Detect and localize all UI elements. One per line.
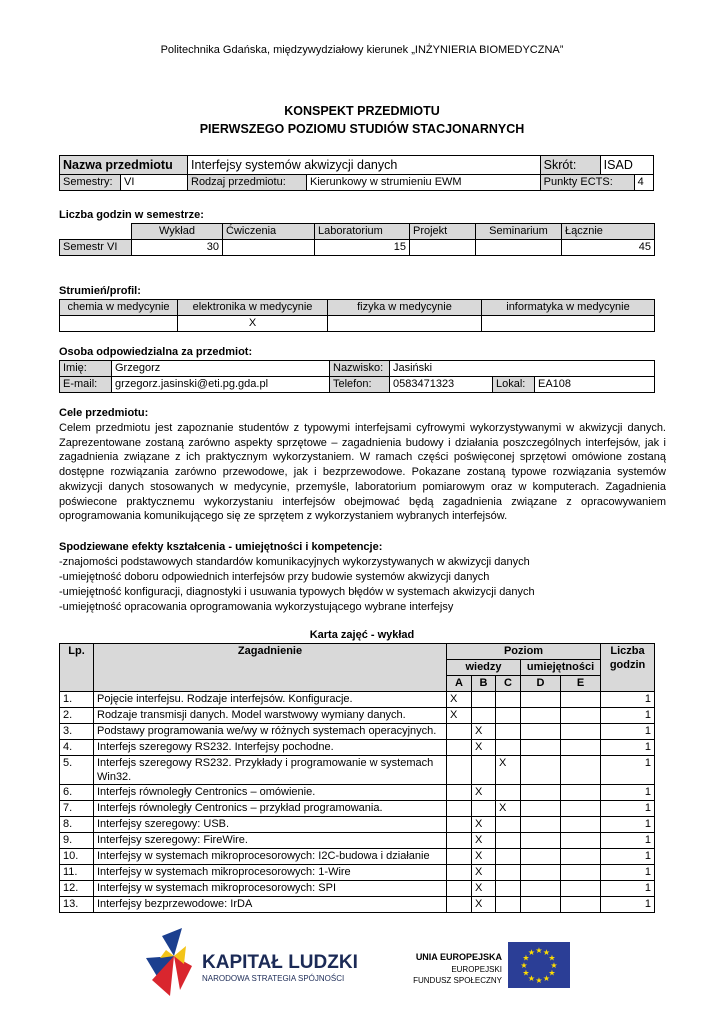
first-name-label: Imię:: [60, 361, 112, 377]
hours-col: Wykład: [132, 224, 223, 240]
semester-value: VI: [121, 175, 188, 191]
hours-col: Ćwiczenia: [223, 224, 315, 240]
karta-row-hours: 1: [601, 865, 655, 881]
eu-star-icon: ★: [542, 973, 551, 983]
karta-row-mark: [561, 785, 601, 801]
karta-level-col: A: [447, 676, 472, 692]
karta-row-lp: 2.: [60, 708, 94, 724]
karta-row: [60, 817, 655, 833]
person-heading: Osoba odpowiedzialna za przedmiot:: [59, 346, 253, 358]
karta-row-mark: [521, 692, 561, 708]
karta-row-mark: [561, 881, 601, 897]
person-table: [59, 360, 655, 393]
karta-row-mark: [496, 881, 521, 897]
profile-col: chemia w medycynie: [60, 300, 178, 316]
karta-level-col: B: [472, 676, 496, 692]
profile-table: [59, 299, 655, 332]
phone-value: 0583471323: [390, 377, 493, 393]
hours-value: 45: [562, 240, 655, 256]
karta-row-mark: [447, 849, 472, 865]
effects-list: [59, 555, 669, 615]
hours-value: 30: [132, 240, 223, 256]
hours-col: Projekt: [410, 224, 476, 240]
karta-row-hours: 1: [601, 817, 655, 833]
karta-row: [60, 849, 655, 865]
karta-sub-skills: umiejętności: [521, 660, 601, 676]
hours-col: Seminarium: [476, 224, 562, 240]
profile-mark: [482, 316, 655, 332]
karta-row-mark: [447, 724, 472, 740]
karta-row: [60, 881, 655, 897]
first-name: Grzegorz: [112, 361, 330, 377]
karta-row-topic: Interfejsy bezprzewodowe: IrDA: [94, 897, 447, 913]
hours-col: Łącznie: [562, 224, 655, 240]
effect-item: -umiejętność konfiguracji, diagnostyki i usuwania typowych błędów w systemach akwizycji danych: [59, 586, 535, 598]
eu-logo: [412, 940, 592, 1000]
doc-title: KONSPEKT PRZEDMIOTU: [284, 104, 440, 118]
karta-row: [60, 708, 655, 724]
karta-row-mark: [447, 817, 472, 833]
karta-row-mark: [561, 756, 601, 785]
hours-heading: Liczba godzin w semestrze:: [59, 209, 204, 221]
hours-value: [476, 240, 562, 256]
ue-title: UNIA EUROPEJSKA: [415, 952, 502, 962]
karta-row-mark: [496, 865, 521, 881]
karta-row-topic: Podstawy programowania we/wy w różnych systemach operacyjnych.: [94, 724, 447, 740]
karta-row-mark: X: [472, 817, 496, 833]
karta-col-hours: Liczba godzin: [601, 644, 655, 692]
karta-row-mark: X: [472, 724, 496, 740]
karta-row-mark: [496, 817, 521, 833]
last-name: Jasiński: [390, 361, 655, 377]
karta-row-mark: [561, 692, 601, 708]
eu-star-icon: ★: [527, 973, 536, 983]
karta-row-mark: [561, 865, 601, 881]
karta-row-mark: X: [472, 833, 496, 849]
effect-item: -umiejętność doboru odpowiednich interfejsów przy budowie systemów akwizycji danych: [59, 571, 490, 583]
page-header: Politechnika Gdańska, międzywydziałowy kierunek „INŻYNIERIA BIOMEDYCZNA”: [160, 44, 564, 56]
karta-row: [60, 785, 655, 801]
karta-row-lp: 7.: [60, 801, 94, 817]
karta-row-mark: [496, 740, 521, 756]
eu-star-icon: ★: [535, 976, 543, 985]
karta-row-hours: 1: [601, 724, 655, 740]
eu-star-icon: ★: [548, 968, 556, 978]
eu-star-icon: ★: [535, 946, 543, 955]
karta-row-mark: [472, 801, 496, 817]
karta-row-hours: 1: [601, 785, 655, 801]
karta-heading: Karta zajęć - wykład: [309, 629, 415, 641]
karta-row-mark: X: [472, 897, 496, 913]
karta-row-topic: Interfejsy szeregowy: FireWire.: [94, 833, 447, 849]
karta-row-mark: [447, 881, 472, 897]
karta-row-mark: [496, 724, 521, 740]
eu-star-icon: ★: [527, 948, 536, 958]
karta-row-mark: [472, 692, 496, 708]
karta-row-mark: [496, 833, 521, 849]
email-value: grzegorz.jasinski@eti.pg.gda.pl: [112, 377, 330, 393]
karta-row-mark: [447, 833, 472, 849]
effect-item: -znajomości podstawowych standardów komunikacyjnych wykorzystywanych w akwizycji danych: [59, 556, 530, 568]
karta-row-topic: Interfejsy w systemach mikroprocesorowych: I2C-budowa i działanie: [94, 849, 447, 865]
course-short: ISAD: [600, 156, 653, 175]
karta-col-topic: Zagadnienie: [94, 644, 447, 692]
karta-row-hours: 1: [601, 740, 655, 756]
karta-row-mark: [561, 897, 601, 913]
karta-row-topic: Rodzaje transmisji danych. Model warstwowy wymiany danych.: [94, 708, 447, 724]
profile-col: elektronika w medycynie: [178, 300, 328, 316]
karta-row-hours: 1: [601, 849, 655, 865]
karta-row-hours: 1: [601, 833, 655, 849]
profile-mark: [328, 316, 482, 332]
karta-row-mark: [561, 801, 601, 817]
karta-row-lp: 8.: [60, 817, 94, 833]
profile-col: fizyka w medycynie: [328, 300, 482, 316]
type-value: Kierunkowy w strumieniu EWM: [307, 175, 541, 191]
karta-row-lp: 4.: [60, 740, 94, 756]
doc-subtitle: PIERWSZEGO POZIOMU STUDIÓW STACJONARNYCH: [199, 122, 525, 136]
karta-row-mark: [496, 708, 521, 724]
karta-row-mark: [521, 897, 561, 913]
karta-row-mark: [561, 849, 601, 865]
karta-row-mark: [521, 849, 561, 865]
karta-row-mark: X: [447, 708, 472, 724]
hours-col: Laboratorium: [315, 224, 410, 240]
effects-heading: Spodziewane efekty kształcenia - umiejętności i kompetencje:: [59, 541, 383, 553]
karta-row-mark: [561, 740, 601, 756]
ects-value: 4: [634, 175, 653, 191]
hours-value: [410, 240, 476, 256]
karta-row-hours: 1: [601, 881, 655, 897]
karta-row-mark: [521, 801, 561, 817]
karta-row-mark: [561, 724, 601, 740]
eu-star-icon: ★: [522, 953, 530, 963]
karta-row-topic: Interfejs szeregowy RS232. Przykłady i programowanie w systemach Win32.: [94, 756, 447, 785]
karta-row-mark: [521, 785, 561, 801]
type-label: Rodzaj przedmiotu:: [188, 175, 307, 191]
karta-row-mark: X: [472, 740, 496, 756]
karta-row: [60, 865, 655, 881]
karta-row-mark: [521, 817, 561, 833]
kl-subtitle: NARODOWA STRATEGIA SPÓJNOŚCI: [202, 974, 345, 983]
hours-corner: [60, 224, 132, 240]
karta-row-lp: 3.: [60, 724, 94, 740]
course-table: [59, 155, 654, 191]
karta-row-mark: [447, 865, 472, 881]
karta-row-mark: [472, 708, 496, 724]
ue-sub2: FUNDUSZ SPOŁECZNY: [413, 976, 502, 985]
profile-heading: Strumień/profil:: [59, 285, 141, 297]
karta-row-mark: X: [472, 849, 496, 865]
karta-row-lp: 6.: [60, 785, 94, 801]
hours-value: [223, 240, 315, 256]
karta-row-mark: [521, 881, 561, 897]
karta-row: [60, 897, 655, 913]
karta-row-hours: 1: [601, 897, 655, 913]
karta-row-mark: [496, 897, 521, 913]
karta-level-col: C: [496, 676, 521, 692]
room-value: EA108: [535, 377, 655, 393]
course-name: Interfejsy systemów akwizycji danych: [188, 156, 541, 175]
ue-sub1: EUROPEJSKI: [451, 965, 502, 974]
karta-row-mark: [447, 756, 472, 785]
karta-row-mark: [447, 740, 472, 756]
karta-row-topic: Interfejsy w systemach mikroprocesorowych: 1-Wire: [94, 865, 447, 881]
last-name-label: Nazwisko:: [330, 361, 390, 377]
karta-col-level: Poziom: [447, 644, 601, 660]
karta-row-mark: [561, 833, 601, 849]
karta-row: [60, 724, 655, 740]
eu-star-icon: ★: [522, 968, 530, 978]
karta-row-mark: [447, 897, 472, 913]
karta-row-mark: [447, 801, 472, 817]
karta-row: [60, 833, 655, 849]
kapital-ludzki-emblem: [146, 928, 192, 996]
karta-row-lp: 11.: [60, 865, 94, 881]
karta-row-lp: 13.: [60, 897, 94, 913]
karta-row-hours: 1: [601, 801, 655, 817]
karta-row-mark: [561, 708, 601, 724]
karta-row-lp: 9.: [60, 833, 94, 849]
karta-row-mark: [521, 833, 561, 849]
karta-row-mark: X: [447, 692, 472, 708]
karta-row: [60, 756, 655, 785]
eu-star-icon: ★: [550, 961, 558, 970]
karta-row: [60, 692, 655, 708]
email-label: E-mail:: [60, 377, 112, 393]
karta-row-hours: 1: [601, 708, 655, 724]
karta-row-lp: 1.: [60, 692, 94, 708]
karta-row-mark: [521, 756, 561, 785]
karta-row-lp: 5.: [60, 756, 94, 785]
karta-level-col: E: [561, 676, 601, 692]
profile-mark: [60, 316, 178, 332]
effect-item: -umiejętność opracowania oprogramowania wykorzystującego wybrane interfejsy: [59, 601, 454, 613]
karta-row-mark: X: [496, 801, 521, 817]
karta-table: [59, 643, 655, 913]
karta-row-topic: Interfejs szeregowy RS232. Interfejsy pochodne.: [94, 740, 447, 756]
course-name-label: Nazwa przedmiotu: [60, 156, 188, 175]
karta-row-mark: X: [496, 756, 521, 785]
karta-level-col: D: [521, 676, 561, 692]
hours-value: 15: [315, 240, 410, 256]
karta-row-topic: Interfejsy w systemach mikroprocesorowych: SPI: [94, 881, 447, 897]
semester-label: Semestry:: [60, 175, 121, 191]
profile-col: informatyka w medycynie: [482, 300, 655, 316]
karta-row-mark: [447, 785, 472, 801]
ects-label: Punkty ECTS:: [540, 175, 634, 191]
phone-label: Telefon:: [330, 377, 390, 393]
eu-star-icon: ★: [548, 953, 556, 963]
room-label: Lokal:: [493, 377, 535, 393]
karta-row-lp: 12.: [60, 881, 94, 897]
eu-star-icon: ★: [520, 961, 528, 970]
karta-row-topic: Interfejsy szeregowy: USB.: [94, 817, 447, 833]
goals-text: Celem przedmiotu jest zapoznanie studentów z typowymi interfejsami cyfrowymi wykorzystywanymi w akwizycji danych. Zaprezentowane zostaną zarówno aspekty sprzętowe – zagadnienia budowy i działania poszczególnych interfejsów, jak i zagadnienia związane z ich praktycznym wykorzystaniem. W ramach części poświęconej sprzętowi omówione zostaną dostępne rozwiązania zarówno przewodowe, jak i bezprzewodowe. Pokazane zostaną typowe rozwiązania systemów akwizycji danych stosowanych w medycynie, przemyśle, laboratorium pomiarowym oraz w komputerach. Zagadnienia poświecone praktycznemu wykorzystaniu interfejsów obejmować będą zagadnienia związane z opracowywaniem oprogramowania komunikującego się ze sprzętem z wykorzystaniem wybranych interfejsów.: [59, 422, 666, 523]
karta-sub-knowledge: wiedzy: [447, 660, 521, 676]
hours-row-label: Semestr VI: [60, 240, 132, 256]
karta-row-topic: Pojęcie interfejsu. Rodzaje interfejsów. Konfiguracje.: [94, 692, 447, 708]
karta-row-mark: [521, 724, 561, 740]
karta-col-lp: Lp.: [60, 644, 94, 692]
karta-row-lp: 10.: [60, 849, 94, 865]
course-short-label: Skrót:: [540, 156, 600, 175]
karta-row-mark: [521, 865, 561, 881]
profile-mark: X: [178, 316, 328, 332]
karta-row-mark: [561, 817, 601, 833]
karta-row-topic: Interfejs równoległy Centronics – omówienie.: [94, 785, 447, 801]
karta-row-hours: 1: [601, 756, 655, 785]
karta-row: [60, 740, 655, 756]
karta-row-hours: 1: [601, 692, 655, 708]
eu-star-icon: ★: [542, 948, 551, 958]
karta-row-mark: [496, 785, 521, 801]
hours-table: [59, 223, 655, 256]
karta-row-topic: Interfejs równoległy Centronics – przykład programowania.: [94, 801, 447, 817]
karta-row-mark: [496, 849, 521, 865]
karta-row-mark: X: [472, 881, 496, 897]
karta-row-mark: [521, 708, 561, 724]
karta-row-mark: X: [472, 865, 496, 881]
kl-title: KAPITAŁ LUDZKI: [202, 952, 358, 973]
karta-row-mark: [472, 756, 496, 785]
kapital-ludzki-logo: [140, 928, 380, 998]
karta-row-mark: [521, 740, 561, 756]
karta-row: [60, 801, 655, 817]
goals-heading: Cele przedmiotu:: [59, 407, 149, 419]
karta-row-mark: [496, 692, 521, 708]
karta-row-mark: X: [472, 785, 496, 801]
